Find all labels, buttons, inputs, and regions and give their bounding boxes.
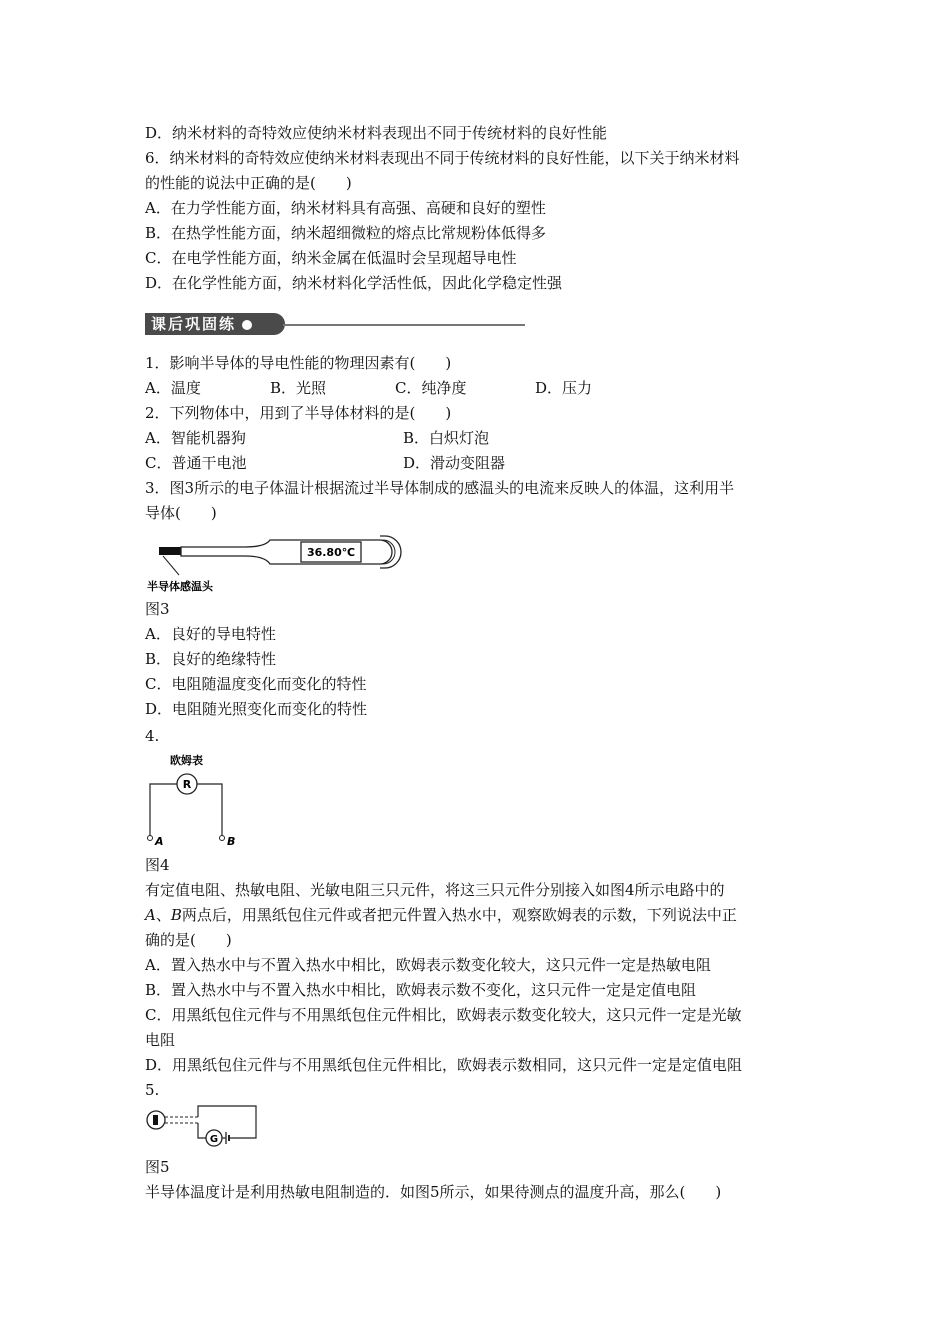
q3-stem-line2: 导体( ) [145,504,217,522]
ohmmeter-symbol: R [182,778,192,791]
q6-option-a: A．在力学性能方面，纳米材料具有高强、高硬和良好的塑性 [145,199,546,217]
section-rule [283,324,525,326]
q4-option-c-line2: 电阻 [145,1031,176,1049]
bullet-dot-icon [242,320,252,330]
probe-label: 半导体感温头 [147,580,213,593]
q1-stem: 1．影响半导体的导电性能的物理因素有( ) [145,354,452,372]
q4-option-d: D．用黑纸包住元件与不用黑纸包住元件相比，欧姆表示数相同，这只元件一定是定值电阻 [145,1056,743,1074]
point-a-ref: A [145,906,156,924]
terminal-b-icon [220,836,225,841]
q4-stem-line3: 确的是( ) [145,931,232,949]
wire-lower [198,1123,206,1138]
thermistor-circuit-figure [140,1102,265,1150]
probe-arrow [163,556,179,575]
q2-option-b: B．白炽灯泡 [403,429,490,447]
q3-option-c: C．电阻随温度变化而变化的特性 [145,675,367,693]
q5-number: 5. [145,1081,160,1099]
q4-stem-line2-rest: 两点后，用黑纸包住元件或者把元件置入热水中，观察欧姆表的示数，下列说法中正 [181,906,737,924]
section-title: 课后巩固练 [151,315,237,333]
q2-stem: 2．下列物体中，用到了半导体材料的是( ) [145,404,452,422]
q2-option-c: C．普通干电池 [145,454,247,472]
q6-stem-line1: 6．纳米材料的奇特效应使纳米材料表现出不同于传统材料的良好性能，以下关于纳米材料 [145,149,740,167]
ohmmeter-label: 欧姆表 [170,754,203,767]
wire-loop [198,1106,256,1138]
q4-option-a: A．置入热水中与不置入热水中相比，欧姆表示数变化较大，这只元件一定是热敏电阻 [145,956,711,974]
q3-option-a: A．良好的导电特性 [145,625,276,643]
ohmmeter-circuit-figure [140,750,250,850]
section-tag [145,313,285,335]
wire-left [150,784,177,836]
q4-option-c-line1: C．用黑纸包住元件与不用黑纸包住元件相比，欧姆表示数变化较大，这只元件一定是光敏 [145,1006,742,1024]
figure-5-caption: 图5 [145,1158,170,1176]
galvanometer-symbol: G [209,1134,219,1145]
q2-option-d: D．滑动变阻器 [403,454,506,472]
q4-option-b: B．置入热水中与不置入热水中相比，欧姆表示数不变化，这只元件一定是定值电阻 [145,981,697,999]
q4-stem-line2 [145,905,737,925]
option-d-prev: D．纳米材料的奇特效应使纳米材料表现出不同于传统材料的良好性能 [145,124,608,142]
wire-right [197,784,222,836]
q3-option-d: D．电阻随光照变化而变化的特性 [145,700,368,718]
terminal-a-label: A [155,835,164,848]
figure-3-caption: 图3 [145,600,170,618]
temperature-reading: 36.80℃ [306,546,356,559]
terminal-b-label: B [227,835,236,848]
q4-number: 4. [145,727,160,745]
figure-4-caption: 图4 [145,856,170,874]
section-header [145,313,525,337]
point-b-ref: B [170,906,182,924]
terminal-a-icon [148,836,153,841]
q6-option-c: C．在电学性能方面，纳米金属在低温时会呈现超导电性 [145,249,517,267]
q1-option-a: A．温度 [145,379,201,397]
q6-option-d: D．在化学性能方面，纳米材料化学活性低，因此化学稳定性强 [145,274,563,292]
q6-option-b: B．在热学性能方面，纳米超细微粒的熔点比常规粉体低得多 [145,224,547,242]
thermistor-element [153,1115,158,1125]
probe-tip [159,547,181,555]
point-sep: 、 [155,906,171,924]
q4-stem-line1: 有定值电阻、热敏电阻、光敏电阻三只元件，将这三只元件分别接入如图4所示电路中的 [145,881,725,899]
q3-option-b: B．良好的绝缘特性 [145,650,277,668]
thermometer-figure [145,528,415,596]
q6-stem-line2: 的性能的说法中正确的是( ) [145,174,352,192]
q2-option-a: A．智能机器狗 [145,429,246,447]
q1-option-b: B．光照 [270,379,327,397]
q1-option-d: D．压力 [535,379,593,397]
q3-stem-line1: 3．图3所示的电子体温计根据流过半导体制成的感温头的电流来反映人的体温，这利用半 [145,479,735,497]
q5-stem: 半导体温度计是利用热敏电阻制造的．如图5所示，如果待测点的温度升高，那么( ) [145,1183,722,1201]
q1-option-c: C．纯净度 [395,379,467,397]
